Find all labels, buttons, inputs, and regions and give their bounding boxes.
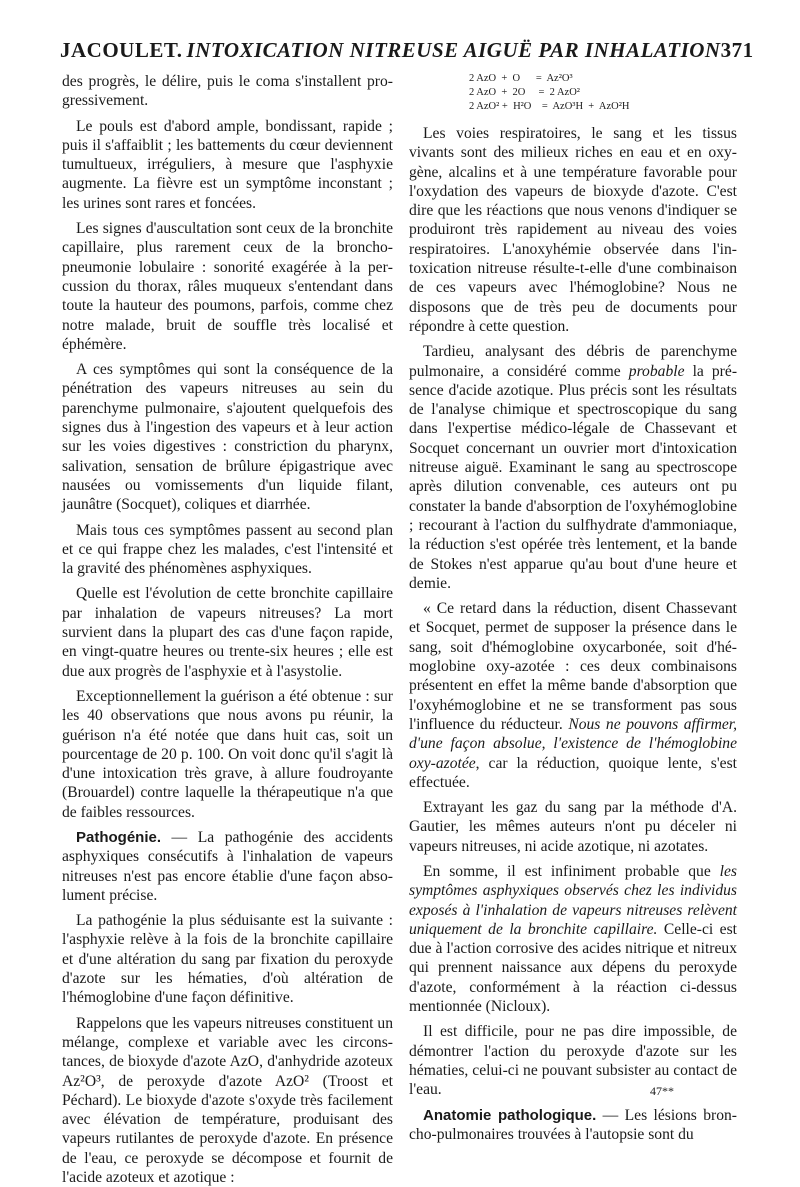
paragraph [409,599,737,792]
signature-mark: 47** [650,1084,674,1098]
paragraph-text: Tardieu, analysant des débris de parenchyme pulmonaire, a considéré comme [409,343,737,380]
paragraph-text: « Ce retard dans la réduction, disent Chassevant et Socquet, permet de supposer la présence dans le sang, soit d'hémoglobine oxycarbonée, soit d'hémoglobine oxy-azotée : ces deux combinaisons présentent en effet la même bande d'absorption que l'oxyhémoglobine et ne se transforment pas sous l'influence du réducteur. [409,600,737,733]
paragraph: Quelle est l'évolution de cette bronchite capillaire par inhalation de vapeurs nitreuses? La mort survient dans la plupart des cas d'une façon rapide, en vingt-quatre heures ou trente-six heures ; elle est due aux progrès de l'asphyxie et à l'asystolie. [62,585,393,680]
left-column [62,72,393,1187]
paragraph: Les voies respiratoires, le sang et les tissus vivants sont des milieux riches en eau et en oxygène, alcalins et à une température favorable pour l'oxydation des vapeurs de bioxyde d'azote. C'est dire que les réactions que nous venons d'indiquer se produiront très rapidement au niveau des voies respiratoires. L'anoxyhémie observée dans l'intoxication nitreuse résulte-t-elle d'une combinaison de ces vapeurs avec l'hémoglobine? Nous ne disposons que de très peu de documents pour répondre à cette question. [409,125,737,335]
running-header [60,38,754,63]
paragraph: Mais tous ces symptômes passent au second plan et ce qui frappe chez les malades, c'est l'intensité et la gravité des phénomènes asphyxiques. [62,521,393,578]
paragraph: Rappelons que les vapeurs nitreuses constituent un mélange, complexe et variable avec les circonstances, de bioxyde d'azote AzO, d'anhydride azoteux Az²O³, de peroxyde d'azote AzO² (Troost et Péchard). Le bioxyde d'azote s'oxyde très facilement avec élévation de température, produisant des vapeurs rutilantes de peroxyde d'azote. En présence de l'eau, ce peroxyde se décompose et fournit de l'acide azoteux et azotique : [62,1014,394,1187]
paragraph [409,342,737,593]
equation-line: 2 AzO + 2O = 2 AzO² [469,87,580,98]
paragraph [409,1106,737,1145]
paragraph: A ces symptômes qui sont la conséquence de la pénétration des vapeurs nitreuses au sein du parenchyme pulmonaire, s'ajoutent quelquefois des signes dus à l'ingestion des vapeurs et à leur action sur les voies digestives : constriction du pharynx, salivation, sensation de brûlure épigastrique avec nausées ou vomissements d'un liquide filant, jaunâtre (Socquet), coliques et diarrhée. [62,361,393,514]
equation-line: 2 AzO + O = Az²O³ [469,73,573,84]
paragraph-text: Celle-ci est due à l'action corrosive des acides nitrique et nitreux qui prennent naissance aux dépens du peroxyde d'azote, conformément à la réaction ci-dessus mentionnée (Nicloux). [409,920,737,1016]
paragraph-text: , car la réduction, quoique lente, s'est effectuée. [409,754,737,791]
chemical-equations [469,72,737,114]
paragraph-text: En somme, il est infiniment probable que [423,862,720,880]
paragraph: La pathogénie la plus séduisante est la suivante : l'asphyxie relève à la fois de la bronchite capillaire et d'une altération du sang par fixation du peroxyde d'azote sur les hématies, d'où altération de l'hémoglobine d'une façon définitive. [62,912,393,1007]
paragraph [409,862,737,1016]
page-number: 371 [720,38,754,62]
paragraph: des progrès, le délire, puis le coma s'installent progressivement. [62,73,393,110]
paragraph-text: — La pathogénie des accidents asphyxiques consécutifs à l'inhalation de vapeurs nitreuses n'est pas encore établie d'une façon absolument précise. [62,828,393,904]
header-title: INTOXICATION NITREUSE AIGUË PAR INHALATION [186,38,721,62]
right-column [409,72,737,1144]
paragraph: Exceptionnellement la guérison a été obtenue : sur les 40 observations que nous avons pu réunir, la guérison n'a été notée que dans huit cas, soit un pourcentage de 20 p. 100. On voit donc qu'il s'agit là d'une intoxication très grave, à allure foudroyante (Brouardel) contre laquelle la thérapeutique n'a que de faibles ressources. [62,687,393,821]
paragraph: Les signes d'auscultation sont ceux de la bronchite capillaire, plus rarement ceux de la broncho-pneumonie lobulaire : sonorité exagérée à la percussion du thorax, râles muqueux s'entendant dans toute la hauteur des poumons, parfois, comme chez notre malade, bruit de souffle très localisé et éphémère. [62,220,393,353]
paragraph-text: — Les lésions broncho-pulmonaires trouvées à l'autopsie sont du [409,1106,737,1143]
italic-text: probable [628,362,685,380]
paragraph: Il est difficile, pour ne pas dire impossible, de démontrer l'action du peroxyde d'azote sur les hématies, celui-ci ne pouvant subsister au contact de l'eau. [409,1023,737,1099]
paragraph [62,828,393,905]
section-heading: Anatomie pathologique. [423,1106,597,1124]
header-author: JACOULET. [60,38,183,62]
italic-text: les symptômes asphyxiques observés chez les individus exposés à l'inhalation de vapeurs nitreuses relèvent uniquement de la bronchite capillaire. [409,862,737,938]
paragraph: Extrayant les gaz du sang par la méthode d'A. Gautier, les mêmes auteurs n'ont pu déceler ni vapeurs nitreuses, ni acide azotique, ni azotates. [409,799,737,855]
paragraph-text: la présence d'acide azotique. Plus précis sont les résultats de l'analyse chimique et spectroscopique du sang dans l'expertise médico-légale de Chassevant et Socquet concernant un ouvrier mort d'intoxication nitreuse aiguë. Examinant le sang au spectroscope après dilution convenable, ces auteurs ont pu constater la bande d'absorption de l'oxyhémoglobine ; recourant à l'action du sulfhydrate d'ammoniaque, la réduction s'est opérée très lentement, et la bande de Stokes n'est apparue qu'au bout d'une heure et demie. [409,362,738,592]
italic-text: Nous ne pouvons affirmer, d'une façon absolue, l'existence de l'hémoglobine oxy-azotée [409,715,737,772]
equation-line: 2 AzO² + H²O = AzO³H + AzO²H [469,101,630,112]
paragraph: Le pouls est d'abord ample, bondissant, rapide ; puis il s'affaiblit ; les battements du cœur deviennent tumultueux, irréguliers, à mesure que l'asphyxie augmente. La fièvre est un symptôme inconstant ; les urines sont rares et foncées. [62,117,393,212]
section-heading: Pathogénie. [76,828,162,846]
right-column-text [409,124,737,1144]
